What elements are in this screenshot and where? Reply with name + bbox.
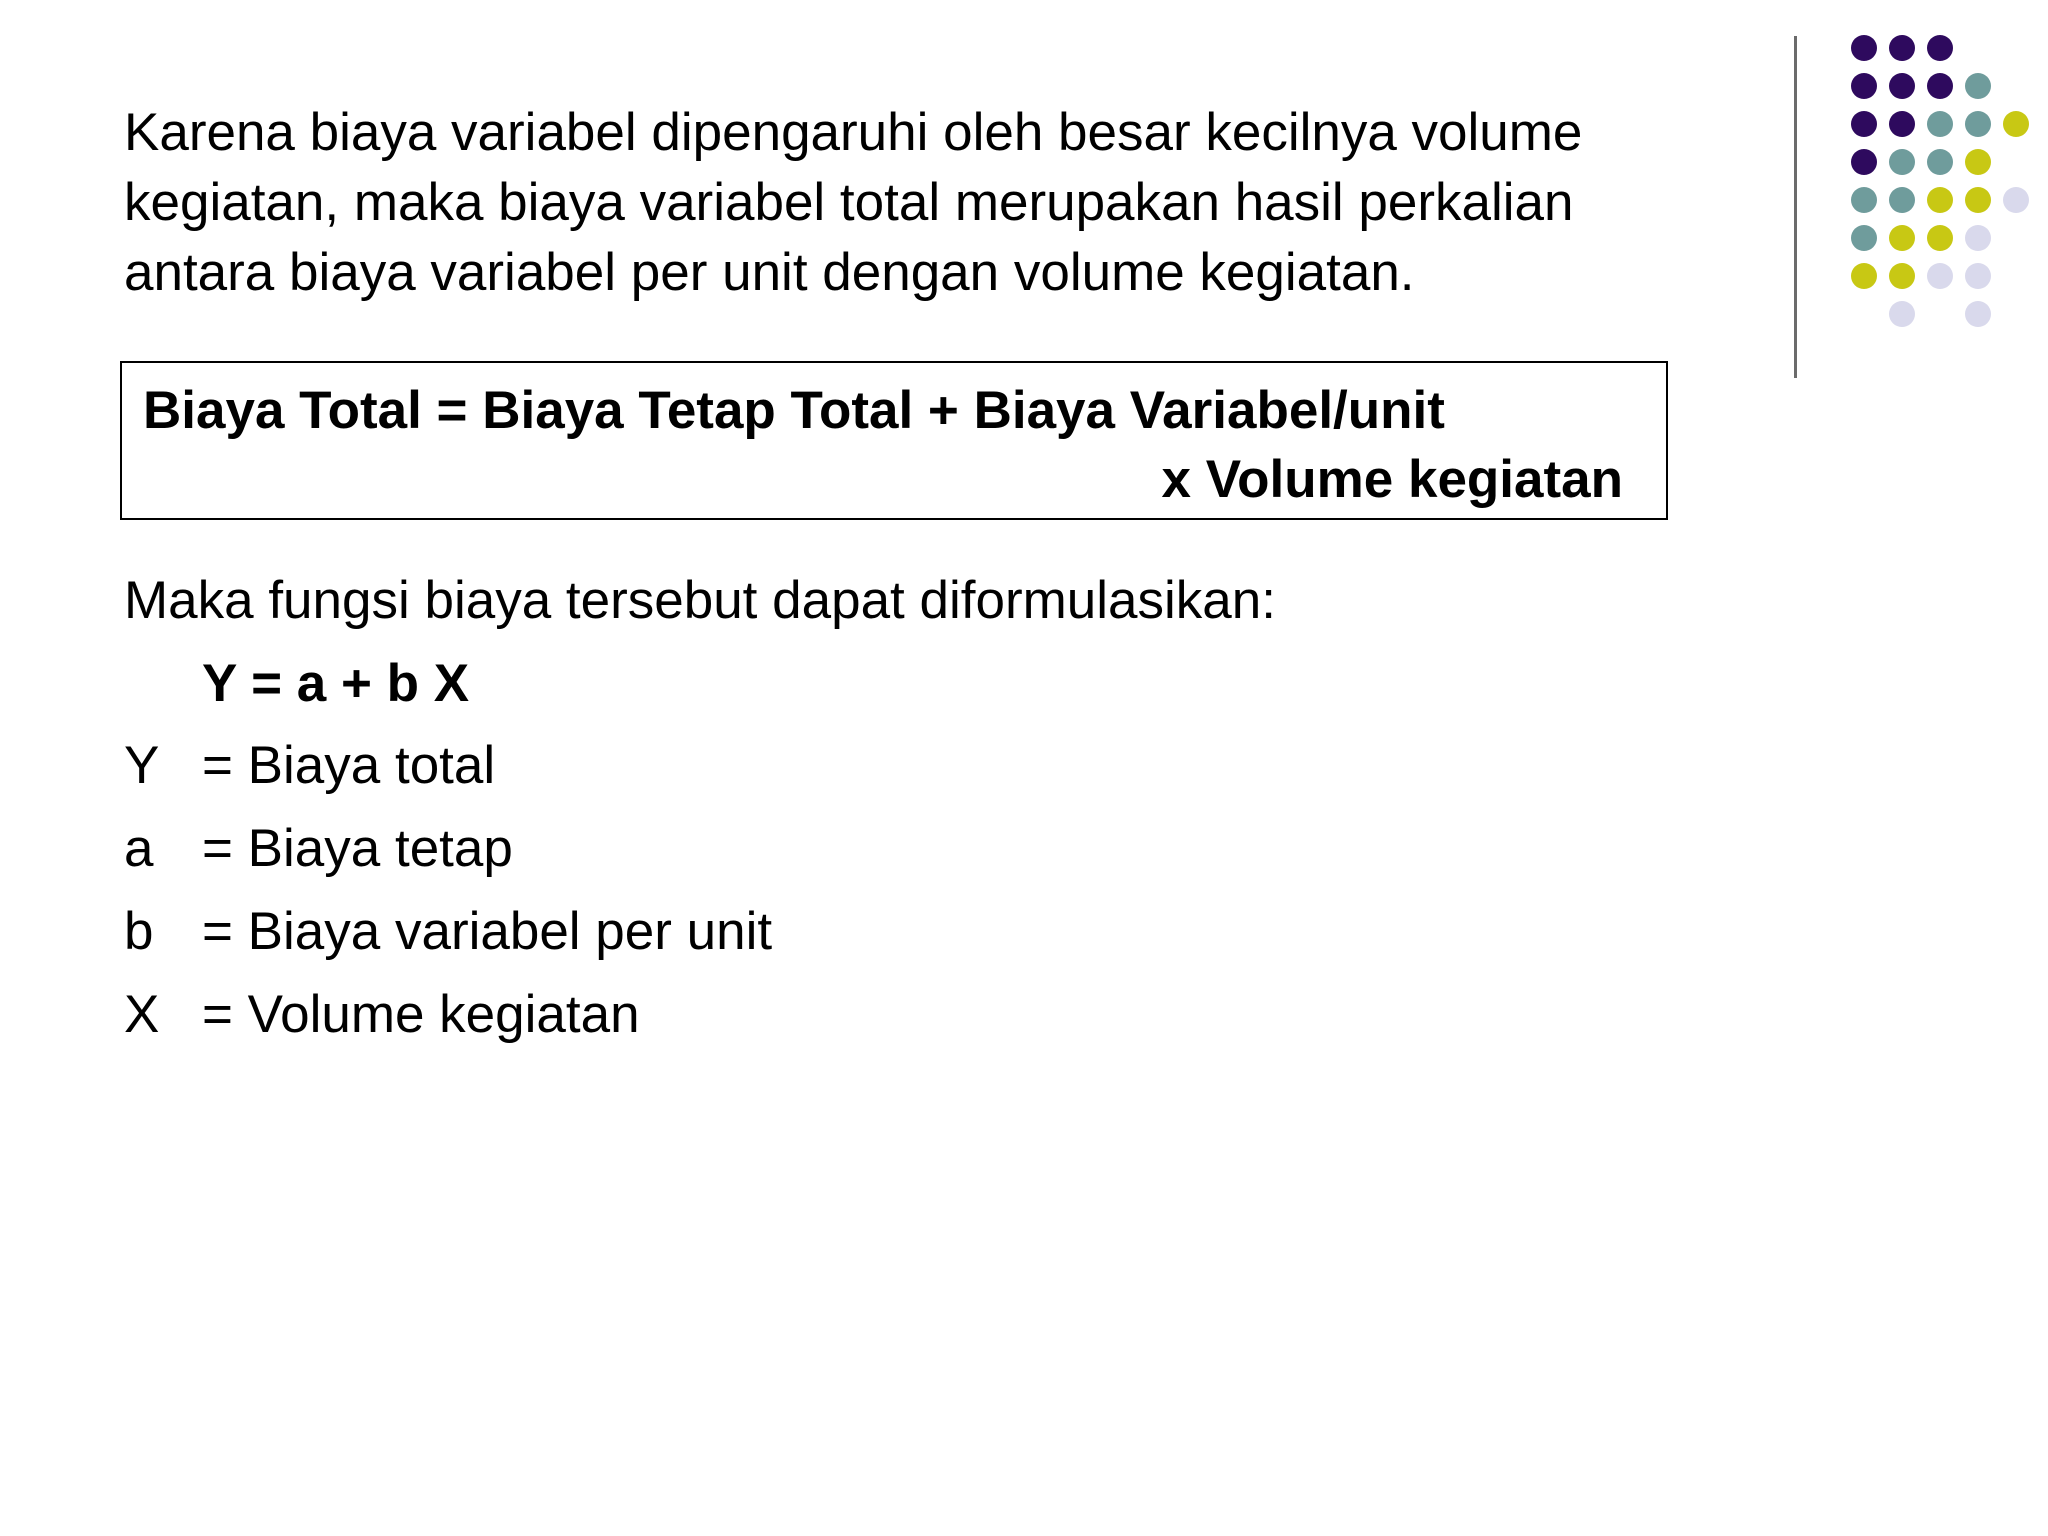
decorative-dot bbox=[1927, 111, 1953, 137]
intro-line-2: kegiatan, maka biaya variabel total merupakan hasil perkalian bbox=[124, 173, 1574, 232]
definition-text: = Biaya variabel per unit bbox=[202, 902, 773, 961]
intro-line-1: Karena biaya variabel dipengaruhi oleh besar kecilnya volume bbox=[124, 103, 1583, 162]
definition-text: = Volume kegiatan bbox=[202, 985, 640, 1044]
decorative-dot bbox=[1927, 187, 1953, 213]
decorative-dot bbox=[1927, 225, 1953, 251]
formula-line-2: x Volume kegiatan bbox=[1161, 450, 1623, 509]
definition-symbol: a bbox=[124, 819, 154, 878]
definition-text: = Biaya tetap bbox=[202, 819, 513, 878]
decorative-dot-pattern bbox=[0, 0, 2048, 400]
decorative-dot bbox=[2003, 187, 2029, 213]
decorative-dot bbox=[1851, 73, 1877, 99]
definition-symbol: X bbox=[124, 985, 160, 1044]
decorative-dot bbox=[1889, 35, 1915, 61]
definition-symbol: Y bbox=[124, 736, 160, 795]
decorative-dot bbox=[1851, 149, 1877, 175]
decorative-dot bbox=[1851, 187, 1877, 213]
decorative-dot bbox=[1927, 73, 1953, 99]
decorative-dot bbox=[1927, 263, 1953, 289]
decorative-dot bbox=[1851, 35, 1877, 61]
decorative-dot bbox=[1889, 149, 1915, 175]
decorative-dot bbox=[1965, 301, 1991, 327]
definition-text: = Biaya total bbox=[202, 736, 496, 795]
formula-line-1: Biaya Total = Biaya Tetap Total + Biaya Variabel/unit bbox=[143, 381, 1445, 440]
decorative-dot bbox=[1889, 73, 1915, 99]
lead-text: Maka fungsi biaya tersebut dapat diformulasikan: bbox=[124, 571, 1276, 630]
decorative-dot bbox=[2003, 111, 2029, 137]
decorative-dot bbox=[1927, 149, 1953, 175]
definition-symbol: b bbox=[124, 902, 154, 961]
intro-line-3: antara biaya variabel per unit dengan volume kegiatan. bbox=[124, 243, 1415, 302]
decorative-dot bbox=[1889, 263, 1915, 289]
decorative-dot bbox=[1889, 187, 1915, 213]
decorative-dot bbox=[1851, 225, 1877, 251]
decorative-dot bbox=[1889, 301, 1915, 327]
decorative-dot bbox=[1927, 35, 1953, 61]
decorative-dot bbox=[1889, 111, 1915, 137]
decorative-dot bbox=[1851, 263, 1877, 289]
decorative-dot bbox=[1965, 225, 1991, 251]
decorative-dot bbox=[1889, 225, 1915, 251]
cost-equation: Y = a + b X bbox=[202, 654, 470, 713]
decorative-dot bbox=[1965, 263, 1991, 289]
decorative-dot bbox=[1965, 111, 1991, 137]
decorative-dot bbox=[1851, 111, 1877, 137]
decorative-dot bbox=[1965, 73, 1991, 99]
decorative-dot bbox=[1965, 187, 1991, 213]
decorative-dot bbox=[1965, 149, 1991, 175]
